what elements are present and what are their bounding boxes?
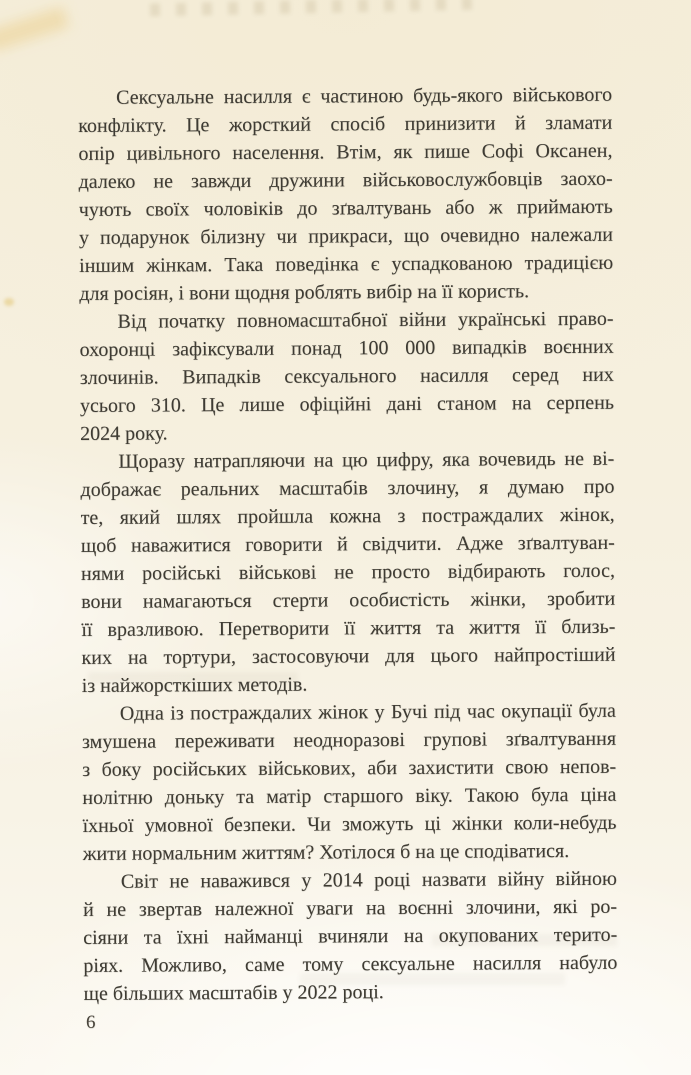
text-line: щоб наважитися говорити й свідчити. Адже зґвалтуван- — [80, 531, 615, 557]
text-line: їхньої умовної безпеки. Чи зможуть ці жінки коли-небудь — [82, 811, 617, 837]
page-number: 6 — [86, 1012, 96, 1033]
text-line: ще більших масштабів у 2022 році. — [83, 981, 384, 1005]
scan-smudge-top-edge — [150, 0, 480, 16]
text-line: дображає реальних масштабів злочину, я думаю про — [80, 475, 615, 501]
text-line: далеко не завжди дружини військовослужбовців заохо- — [78, 167, 613, 193]
text-line: нолітню доньку та матір старшого віку. Такою була ціна — [82, 783, 617, 809]
text-line: жити нормальним життям? Хотілося б на це сподіватися. — [82, 840, 570, 865]
text-line: ріях. Можливо, саме тому сексуальне насилля набуло — [83, 951, 618, 977]
paragraph — [82, 697, 617, 868]
paragraph — [78, 81, 613, 308]
text-line: нями російські військові не просто відбирають голос, — [80, 559, 616, 585]
page-text — [78, 81, 618, 1008]
text-line: усього 310. Це лише офіційні дані станом на серпень — [79, 391, 615, 417]
text-line: вони намагаються стерти особистість жінки, зробити — [81, 587, 616, 613]
paragraph — [80, 445, 616, 700]
text-line: 2024 року. — [80, 422, 168, 445]
text-line: те, який шлях пройшла кожна з постраждалих жінок, — [80, 503, 615, 529]
text-line: змушена переживати неодноразові групові зґвалтування — [81, 727, 617, 753]
text-line: Сексуальне насилля є частиною будь-якого військового — [116, 83, 613, 109]
scan-speck — [4, 298, 14, 306]
text-line: ких на тортури, застосовуючи для цього найпростіший — [81, 643, 616, 669]
text-line: злочинів. Випадків сексуального насилля серед них — [79, 363, 614, 389]
text-line: чують своїх чоловіків до зґвалтувань або ж приймають — [78, 195, 613, 221]
text-line: іншим жінкам. Така поведінка є успадкованою традицією — [79, 251, 614, 277]
text-line: Від початку повномасштабної війни українські право- — [117, 307, 614, 333]
text-line: Одна із постраждалих жінок у Бучі під час окупації була — [119, 699, 616, 725]
text-line: й не звертав належної уваги на воєнні злочини, які ро- — [82, 895, 618, 921]
paragraph — [79, 305, 614, 448]
text-line: Світ не наважився у 2014 році назвати війну війною — [120, 867, 617, 893]
text-line: з боку російських військових, аби захистити свою непов- — [82, 755, 617, 781]
text-line: для росіян, і вони щодня роблять вибір на її користь. — [79, 280, 530, 305]
scan-smudge-corner — [0, 6, 69, 52]
text-line: конфлікту. Це жорсткий спосіб принизити й зламати — [78, 111, 613, 137]
text-line: у подарунок білизну чи прикраси, що очевидно належали — [78, 223, 613, 249]
text-line: із найжорсткіших методів. — [81, 673, 308, 697]
paragraph — [83, 865, 618, 1008]
text-line: її вразливою. Перетворити її життя та життя її близь- — [81, 615, 616, 641]
text-line: Щоразу натрапляючи на цю цифру, яка вочевидь не ві- — [118, 447, 615, 473]
text-line: охоронці зафіксували понад 100 000 випадків воєнних — [79, 335, 614, 361]
text-line: опір цивільного населення. Втім, як пише Софі Оксанен, — [78, 139, 613, 165]
text-line: сіяни та їхні найманці вчиняли на окупованих терито- — [83, 923, 618, 949]
